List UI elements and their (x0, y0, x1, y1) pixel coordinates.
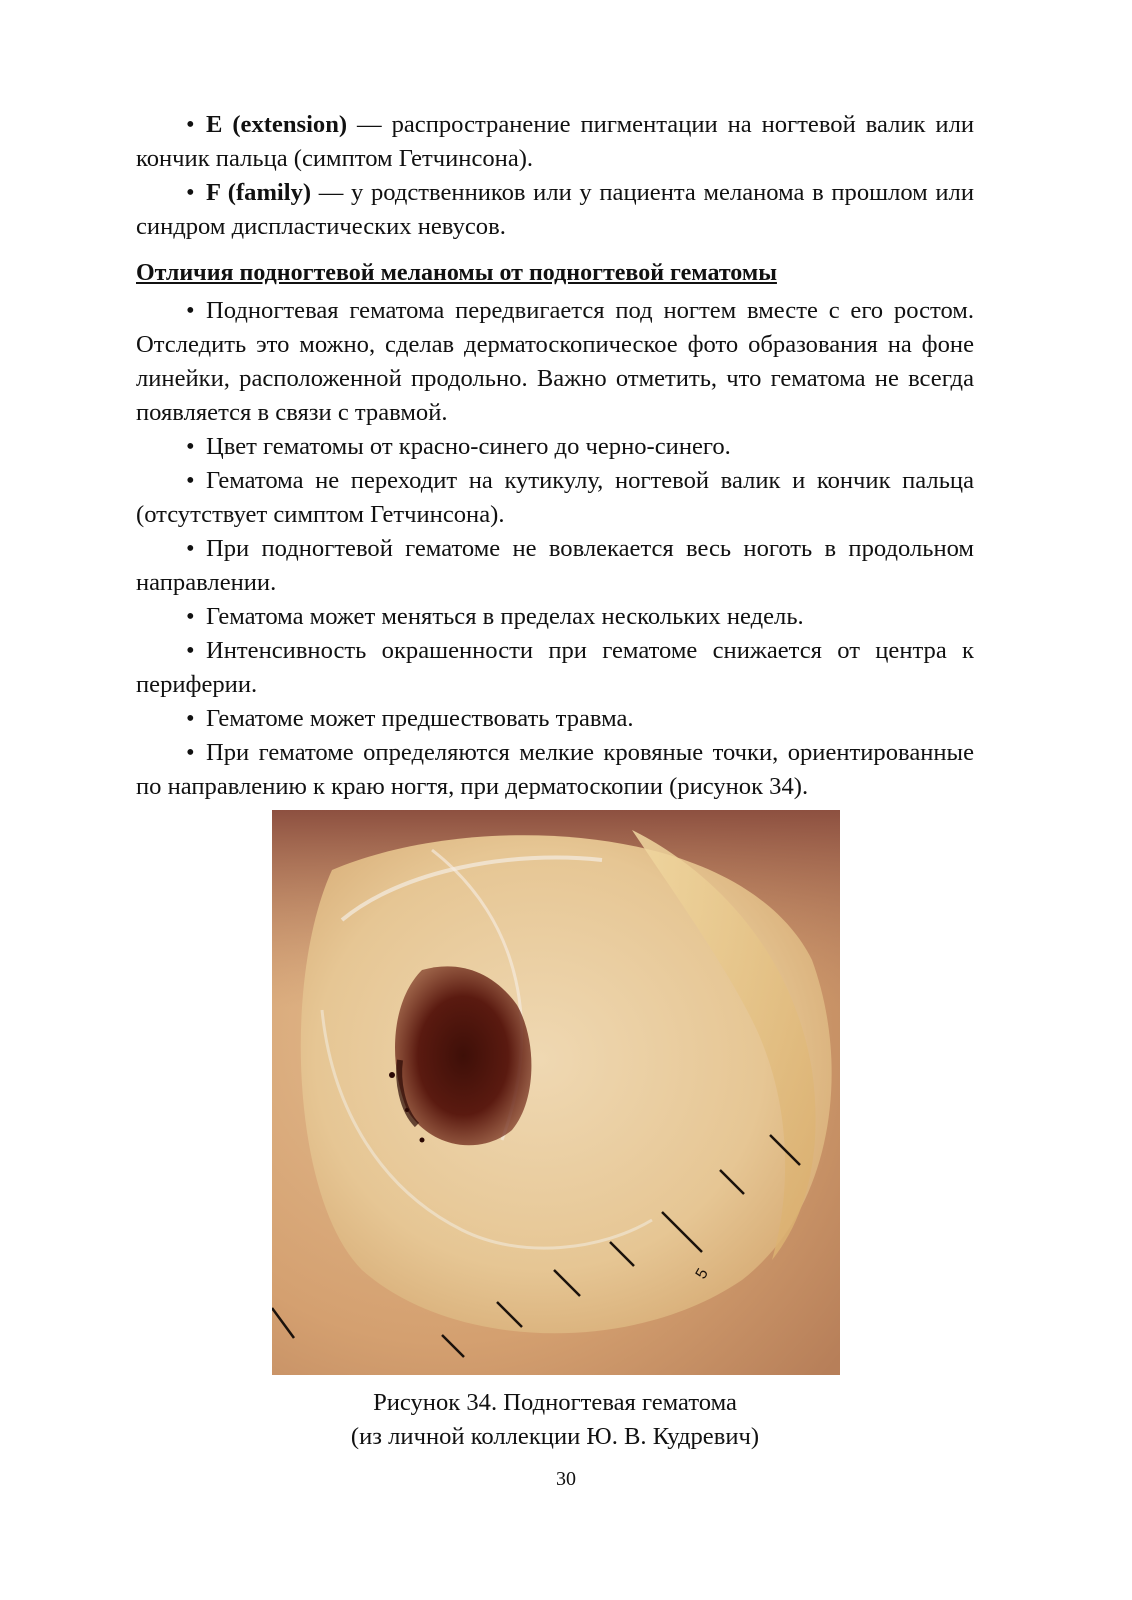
item-text: — распространение пигментации на ногтевой валик или кончик пальца (симптом Гетчинсона). (136, 111, 975, 172)
bullet-icon: • (186, 467, 195, 494)
ruler-label: 5 (692, 1265, 712, 1282)
blood-dot (405, 1108, 409, 1112)
bullet-item (136, 736, 974, 804)
list-item-e (136, 108, 974, 176)
nail-plate (301, 835, 832, 1333)
bullet-icon: • (186, 535, 195, 562)
bullet-text: Гематоме может предшествовать травма. (206, 705, 634, 732)
bullet-item (136, 600, 974, 634)
caption-line: (из личной коллекции Ю. В. Кудревич) (350, 1423, 760, 1450)
bullet-text: При подногтевой гематоме не вовлекается весь ноготь в продольном направлении. (136, 535, 974, 596)
item-text: — у родственников или у пациента меланома в прошлом или синдром диспластических невусов. (136, 179, 974, 240)
bullet-icon: • (186, 433, 195, 460)
bullet-icon: • (186, 179, 195, 206)
bullet-item (136, 294, 974, 430)
section-heading: Отличия подногтевой меланомы от подногтевой гематомы (136, 260, 777, 286)
bullet-icon: • (186, 297, 195, 324)
dermatoscopy-photo (272, 810, 840, 1375)
item-term: E (extension) (206, 111, 348, 138)
nail-hematoma-image (272, 810, 840, 1375)
list-item-f (136, 176, 974, 244)
bullet-item (136, 532, 974, 600)
bullet-text: Интенсивность окрашенности при гематоме снижается от центра к периферии. (136, 637, 974, 698)
bullet-item (136, 702, 974, 736)
bullet-text: Гематома может меняться в пределах нескольких недель. (206, 603, 804, 630)
bullet-icon: • (186, 111, 195, 138)
bullet-icon: • (186, 603, 195, 630)
blood-dot (420, 1138, 425, 1143)
bullet-item (136, 634, 974, 702)
bullet-item (136, 464, 974, 532)
bullet-icon: • (186, 705, 195, 732)
bullet-text: Цвет гематомы от красно-синего до черно-синего. (206, 433, 731, 460)
bullet-item (136, 430, 974, 464)
bullet-icon: • (186, 637, 195, 664)
body-text (136, 108, 974, 804)
bullet-text: При гематоме определяются мелкие кровяные точки, ориентированные по направлению к краю ногтя, при дерматоскопии (рисунок 34). (136, 739, 974, 800)
bullet-text: Гематома не переходит на кутикулу, ногтевой валик и кончик пальца (отсутствует симптом Гетчинсона). (136, 467, 974, 528)
bullet-icon: • (186, 739, 195, 766)
caption-line: Рисунок 34. Подногтевая гематома (373, 1389, 737, 1416)
item-term: F (family) (206, 179, 312, 206)
figure-caption (136, 1386, 974, 1454)
bullet-text: Подногтевая гематома передвигается под ногтем вместе с его ростом. Отследить это можно, сделав дерматоскопическое фото образования на фоне линейки, расположенной продольно. Важно отметить, что гематома не всегда появляется в связи с травмой. (136, 297, 974, 426)
blood-dot (389, 1072, 395, 1078)
page-number: 30 (556, 1468, 576, 1490)
